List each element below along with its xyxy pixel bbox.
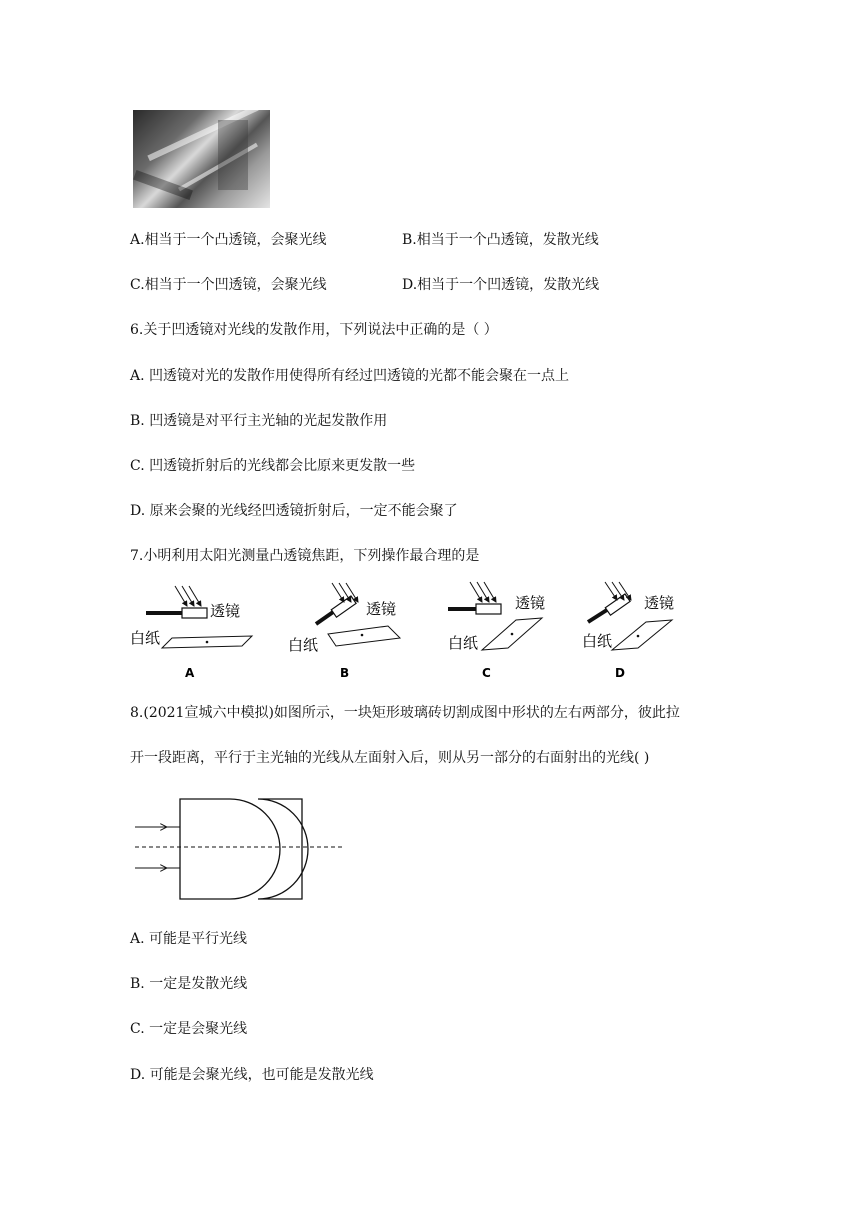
q5-option-d: D.相当于一个凹透镜，发散光线 [402, 277, 600, 293]
q8-option-b: B. 一定是发散光线 [130, 976, 248, 992]
q7-fig-label-a: A [185, 666, 195, 680]
q7-lens-label-d: 透镜 [644, 594, 675, 612]
q8-stem-line1: 8.(2021宣城六中模拟)如图所示，一块矩形玻璃砖切割成图中形状的左右两部分，彼此拉 [130, 705, 680, 721]
q7-figure [130, 580, 710, 680]
q7-setup-a [130, 586, 252, 680]
q7-paper-label-d: 白纸 [582, 632, 613, 650]
q7-setup-d [582, 582, 674, 680]
q7-paper-label-b: 白纸 [288, 636, 319, 654]
q6-option-d: D. 原来会聚的光线经凹透镜折射后，一定不能会聚了 [130, 503, 458, 519]
question5-photo [133, 110, 270, 208]
q8-option-c: C. 一定是会聚光线 [130, 1021, 248, 1037]
q7-fig-label-b: B [340, 666, 350, 680]
q7-fig-label-c: C [482, 666, 491, 680]
q8-option-d: D. 可能是会聚光线，也可能是发散光线 [130, 1067, 374, 1083]
q6-option-c: C. 凹透镜折射后的光线都会比原来更发散一些 [130, 458, 416, 474]
q7-stem: 7.小明利用太阳光测量凸透镜焦距，下列操作最合理的是 [130, 548, 480, 564]
q7-fig-label-d: D [615, 666, 625, 680]
q7-lens-label-c: 透镜 [515, 594, 546, 612]
q5-option-a: A.相当于一个凸透镜，会聚光线 [130, 232, 327, 248]
q7-setup-b [288, 583, 400, 680]
q5-option-b: B.相当于一个凸透镜，发散光线 [402, 232, 599, 248]
q7-paper-label-a: 白纸 [130, 629, 161, 647]
q8-option-a: A. 可能是平行光线 [130, 931, 248, 947]
q8-figure [130, 793, 360, 903]
q7-lens-label-b: 透镜 [366, 600, 397, 618]
q6-stem: 6.关于凹透镜对光线的发散作用，下列说法中正确的是（ ） [130, 322, 498, 338]
q6-option-b: B. 凹透镜是对平行主光轴的光起发散作用 [130, 413, 388, 429]
q8-stem-line2: 开一段距离，平行于主光轴的光线从左面射入后，则从另一部分的右面射出的光线( ) [130, 750, 650, 766]
q6-option-a: A. 凹透镜对光的发散作用使得所有经过凹透镜的光都不能会聚在一点上 [130, 368, 570, 384]
q7-setup-c [448, 582, 545, 680]
q7-lens-label-a: 透镜 [210, 602, 241, 620]
q7-paper-label-c: 白纸 [448, 634, 479, 652]
q5-option-c: C.相当于一个凹透镜，会聚光线 [130, 277, 327, 293]
